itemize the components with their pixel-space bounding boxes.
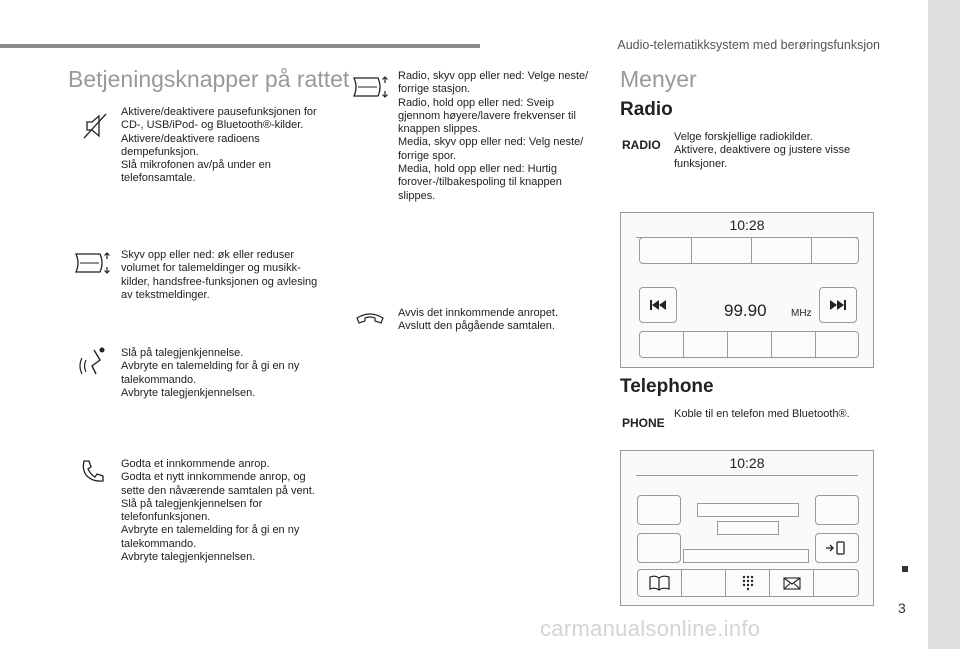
running-header: Audio-telematikksystem med berøringsfunksjon <box>617 38 880 52</box>
section-title-menus: Menyer <box>620 66 697 92</box>
contacts-book-icon <box>638 570 682 596</box>
radio-heading: Radio <box>620 99 673 120</box>
page-number: 3 <box>898 600 906 616</box>
envelope-icon <box>770 570 814 596</box>
section-title-steering-controls: Betjeningsknapper på rattet <box>68 66 350 92</box>
phone-bluetooth-button[interactable] <box>815 533 859 563</box>
phone-screen-time: 10:28 <box>729 455 765 471</box>
section-marker <box>902 566 908 572</box>
phone-screen-divider <box>636 475 858 476</box>
seek-forward-button[interactable] <box>819 287 857 323</box>
preset-slot[interactable] <box>752 238 812 263</box>
mute-description: Aktivere/deaktivere pausefunksjonen for CD-, USB/iPod- og Bluetooth®-kilder. Aktivere/deaktivere radioens dempefunksjon. Slå mikrofonen av/på under en telefonsamtale. <box>121 106 317 185</box>
phone-side-button[interactable] <box>637 533 681 563</box>
radio-frequency-unit: MHz <box>791 308 812 319</box>
phone-side-button[interactable] <box>637 495 681 525</box>
preset-slot[interactable] <box>684 332 728 357</box>
phone-hangup-icon <box>355 310 385 326</box>
voice-command-description: Slå på talegjenkjennelse. Avbryte en talemelding for å gi en ny talekommando. Avbryte talegjenkjennelsen. <box>121 347 300 399</box>
radio-frequency: 99.90 <box>724 301 767 320</box>
keypad-icon <box>726 570 770 596</box>
mute-speaker-icon <box>82 112 108 140</box>
status-field <box>683 549 809 563</box>
phone-description: Koble til en telefon med Bluetooth®. <box>674 408 850 420</box>
toolbar-messages[interactable] <box>770 570 814 596</box>
skip-next-icon <box>820 288 856 322</box>
volume-wheel-description: Skyv opp eller ned: øk eller reduser volumet for talemeldinger og musikk- kilder, handsfree-funksjonen og avlesing av tekstmeldinger. <box>121 249 318 301</box>
scroll-wheel-seek-icon <box>352 74 392 100</box>
seek-wheel-description: Radio, skyv opp eller ned: Velge neste/ forrige stasjon. Radio, hold opp eller ned: Sveip gjennom høyere/lavere frekvenser til knappen slippes. Media, skyv opp eller ned: Velg neste/ forrige spor. Media, hold opp eller ned: Hurtig forover-/tilbakespoling til knappen slippes. <box>398 70 589 202</box>
voice-command-icon <box>78 344 108 378</box>
phone-answer-description: Godta et innkommende anrop. Godta et nytt innkommende anrop, og sette den nåværende samtalen på vent. Slå på talegjenkjennelsen for telefonfunksjonen. Avbryte en talemelding for å gi en ny talekommando. Avbryte talegjenkjennelsen. <box>121 458 315 564</box>
watermark-text: carmanualsonline.info <box>540 616 761 641</box>
preset-slot[interactable] <box>772 332 816 357</box>
scroll-wheel-volume-icon <box>74 250 114 276</box>
contact-field <box>697 503 799 517</box>
radio-screen-time: 10:28 <box>729 217 765 233</box>
header-rule <box>0 44 480 48</box>
radio-preset-row-top[interactable] <box>639 237 859 264</box>
toolbar-keypad[interactable] <box>726 570 770 596</box>
preset-slot[interactable] <box>692 238 752 263</box>
phone-toolbar <box>637 569 859 597</box>
preset-slot[interactable] <box>640 332 684 357</box>
toolbar-contacts[interactable] <box>638 570 682 596</box>
page-side-tab <box>928 0 960 649</box>
radio-key-label: RADIO <box>622 138 661 152</box>
seek-back-button[interactable] <box>639 287 677 323</box>
phone-answer-icon <box>80 458 106 484</box>
number-field <box>717 521 779 535</box>
toolbar-empty[interactable] <box>682 570 726 596</box>
preset-slot[interactable] <box>728 332 772 357</box>
radio-description: Velge forskjellige radiokilder. Aktivere, deaktivere og justere visse funksjoner. <box>674 131 851 170</box>
preset-slot[interactable] <box>640 238 692 263</box>
phone-key-label: PHONE <box>622 416 665 430</box>
radio-preset-row-bottom[interactable] <box>639 331 859 358</box>
skip-previous-icon <box>640 288 676 322</box>
phone-bluetooth-icon <box>816 534 858 562</box>
radio-screen <box>620 212 874 368</box>
phone-screen <box>620 450 874 606</box>
phone-side-button[interactable] <box>815 495 859 525</box>
hangup-description: Avvis det innkommende anropet. Avslutt den pågående samtalen. <box>398 307 558 333</box>
telephone-heading: Telephone <box>620 376 714 397</box>
